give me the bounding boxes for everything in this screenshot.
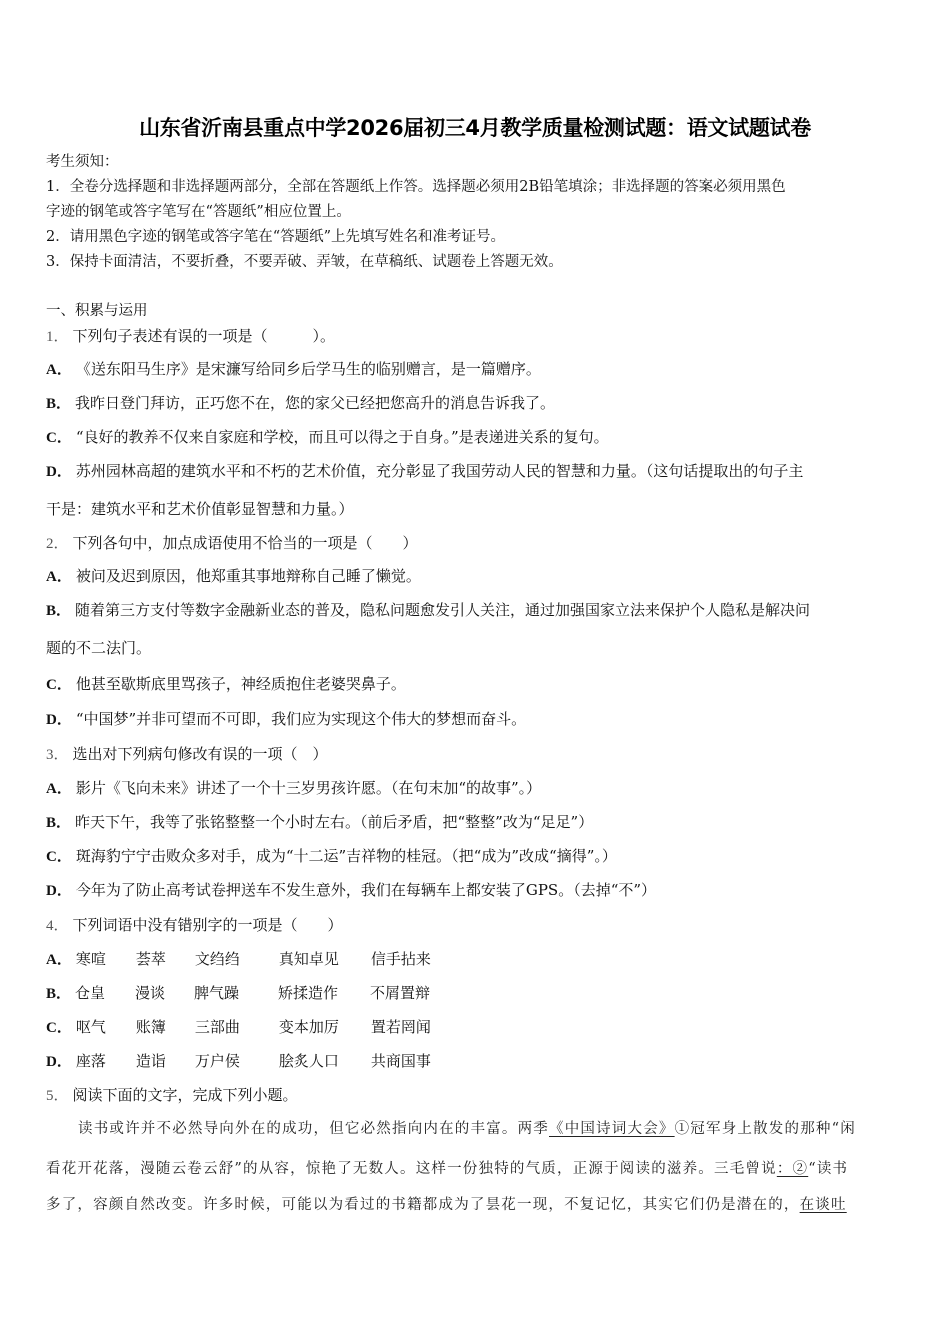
question-1-option-d-cont: 干是：建筑水平和艺术价值彰显智慧和力量。） [46, 500, 354, 518]
question-2-option-b: B． 随着第三方支付等数字金融新业态的普及，隐私问题愈发引人关注，通过加强国家立法来保护个人隐私是解决问 [46, 601, 811, 619]
question-number: 2． [46, 536, 69, 552]
page-title: 山东省沂南县重点中学2026届初三4月教学质量检测试题：语文试题试卷 [139, 116, 811, 140]
question-1-option-c: C． “良好的教养不仅来自家庭和学校，而且可以得之于自身。”是表递进关系的复句。 [46, 428, 609, 446]
question-2-stem: 2． 下列各句中，加点成语使用不恰当的一项是（ ） [46, 534, 418, 552]
notice-item-1: 1．全卷分选择题和非选择题两部分，全部在答题纸上作答。选择题必须用2B铅笔填涂；非选择题的答案必须用黑色 [46, 179, 786, 195]
question-number: 1． [46, 329, 69, 345]
underlined-text: 在谈吐 [799, 1197, 847, 1213]
question-3-option-d: D． 今年为了防止高考试卷押送车不发生意外，我们在每辆车上都安装了GPS。（去掉“不”） [46, 881, 657, 899]
question-3-stem: 3． 选出对下列病句修改有误的一项（ ） [46, 745, 328, 763]
question-4-option-c: C． 呕气 账簿 三部曲 变本加厉 置若罔闻 [46, 1018, 431, 1036]
question-2-option-a: A． 被问及迟到原因，他郑重其事地辩称自己睡了懒觉。 [46, 567, 421, 585]
section-heading: 一、积累与运用 [46, 303, 148, 319]
question-1-stem: 1． 下列句子表述有误的一项是（ ）。 [46, 327, 336, 345]
question-2-option-d: D． “中国梦”并非可望而不可即，我们应为实现这个伟大的梦想而奋斗。 [46, 710, 527, 728]
question-number: 5． [46, 1088, 69, 1104]
notice-item-3: 3．保持卡面清洁，不要折叠，不要弄破、弄皱，在草稿纸、试题卷上答题无效。 [46, 254, 563, 270]
question-4-option-a: A． 寒喧 荟萃 文绉绉 真知卓见 信手拈来 [46, 950, 431, 968]
notice-item-1-cont: 字迹的钢笔或答字笔写在“答题纸”相应位置上。 [46, 204, 351, 220]
passage-line-2: 看花开花落，漫随云卷云舒”的从容，惊艳了无数人。这样一份独特的气质，正源于阅读的滋养。三毛曾说：②“读书 [46, 1161, 849, 1177]
question-2-option-c: C． 他甚至歇斯底里骂孩子，神经质抱住老婆哭鼻子。 [46, 675, 406, 693]
passage-line-3: 多了，容颜自然改变。许多时候，可能以为看过的书籍都成为了昙花一现，不复记忆，其实它们仍是潜在的，在谈吐 [46, 1197, 847, 1213]
question-4-option-b: B． 仓皇 漫谈 脾气躁 矫揉造作 不屑置辩 [46, 984, 431, 1002]
underlined-text: ：② [776, 1161, 809, 1177]
question-2-option-b-cont: 题的不二法门。 [46, 639, 152, 657]
notice-item-2: 2．请用黑色字迹的钢笔或答字笔在“答题纸”上先填写姓名和准考证号。 [46, 229, 506, 245]
notice-heading: 考生须知： [46, 154, 119, 170]
passage-line-1: 读书或许并不必然导向外在的成功，但它必然指向内在的丰富。两季《中国诗词大会》①冠军身上散发的那种“闲 [78, 1121, 856, 1137]
question-number: 3． [46, 747, 69, 763]
question-3-option-c: C． 斑海豹宁宁击败众多对手，成为“十二运”吉祥物的桂冠。（把“成为”改成“摘得”。） [46, 847, 617, 865]
question-4-option-d: D． 座落 造诣 万户侯 脍炙人口 共商国事 [46, 1052, 431, 1070]
question-number: 4． [46, 918, 69, 934]
question-3-option-b: B． 昨天下午，我等了张铭整整一个小时左右。（前后矛盾，把“整整”改为“足足”） [46, 813, 594, 831]
underlined-text: 《中国诗词大会》 [549, 1121, 675, 1137]
question-4-stem: 4． 下列词语中没有错别字的一项是（ ） [46, 916, 343, 934]
question-1-option-d: D． 苏州园林高超的建筑水平和不朽的艺术价值，充分彰显了我国劳动人民的智慧和力量。（这句话提取出的句子主 [46, 462, 804, 480]
question-5-stem: 5． 阅读下面的文字，完成下列小题。 [46, 1086, 298, 1104]
question-3-option-a: A． 影片《飞向未来》讲述了一个十三岁男孩许愿。（在句末加“的故事”。） [46, 779, 542, 797]
question-1-option-b: B． 我昨日登门拜访，正巧您不在，您的家父已经把您高升的消息告诉我了。 [46, 394, 556, 412]
question-1-option-a: A． 《送东阳马生序》是宋濂写给同乡后学马生的临别赠言，是一篇赠序。 [46, 360, 541, 378]
